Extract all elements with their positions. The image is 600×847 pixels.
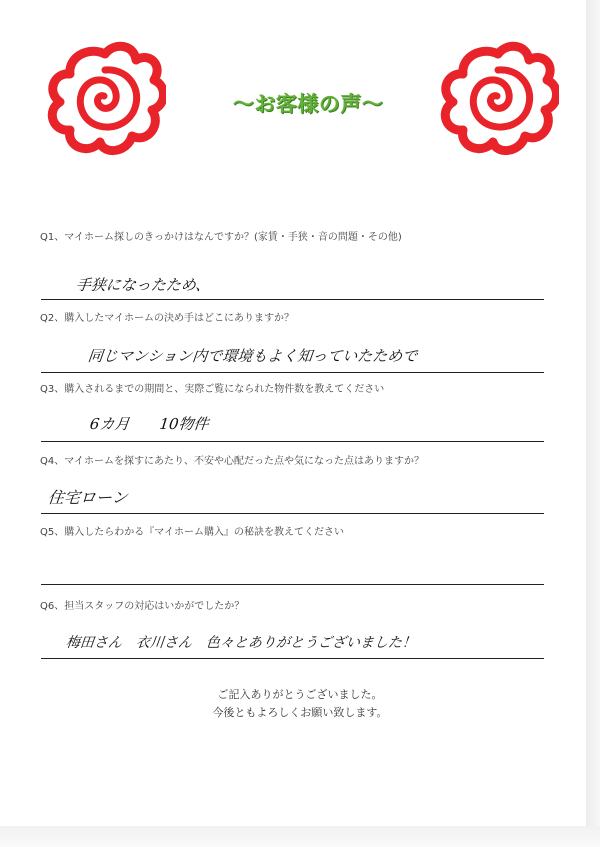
answer-line-2 [41, 372, 544, 373]
answer-line-3 [41, 441, 544, 442]
rose-icon [44, 40, 166, 162]
answer-4: 住宅ローン [46, 488, 129, 507]
rose-icon [437, 40, 559, 162]
question-3: Q3、購入されるまでの期間と、実際ご覧になられた物件数を教えてください [40, 384, 385, 395]
answer-3: 6カ月 10物件 [89, 415, 210, 433]
thanks-line-2: 今後ともよろしくお願い致します。 [212, 706, 388, 719]
answer-line-5 [41, 584, 544, 585]
answer-line-6 [41, 658, 544, 659]
page-edge-bottom [0, 826, 600, 847]
answer-line-4 [41, 513, 544, 514]
page-title: ～お客様の声～ [232, 92, 384, 116]
answer-1: 手狭になったため、 [75, 276, 212, 294]
question-4: Q4、マイホームを探すにあたり、不安や心配だった点や気になった点はありますか？ [40, 456, 425, 467]
question-1: Q1、マイホーム探しのきっかけはなんですか？(家賃・手狭・音の問題・その他) [40, 232, 402, 243]
question-5: Q5、購入したらわかる『マイホーム購入』の秘訣を教えてください [40, 527, 345, 538]
answer-2: 同じマンション内で環境もよく知っていたためで [87, 347, 419, 365]
thanks-line-1: ご記入ありがとうございました。 [217, 688, 383, 701]
question-6: Q6、担当スタッフの対応はいかがでしたか？ [40, 601, 245, 612]
answer-line-1 [41, 299, 544, 300]
question-2: Q2、購入したマイホームの決め手はどこにありますか？ [40, 313, 295, 324]
answer-6: 梅田さん 衣川さん 色々とありがとうございました！ [65, 635, 417, 651]
